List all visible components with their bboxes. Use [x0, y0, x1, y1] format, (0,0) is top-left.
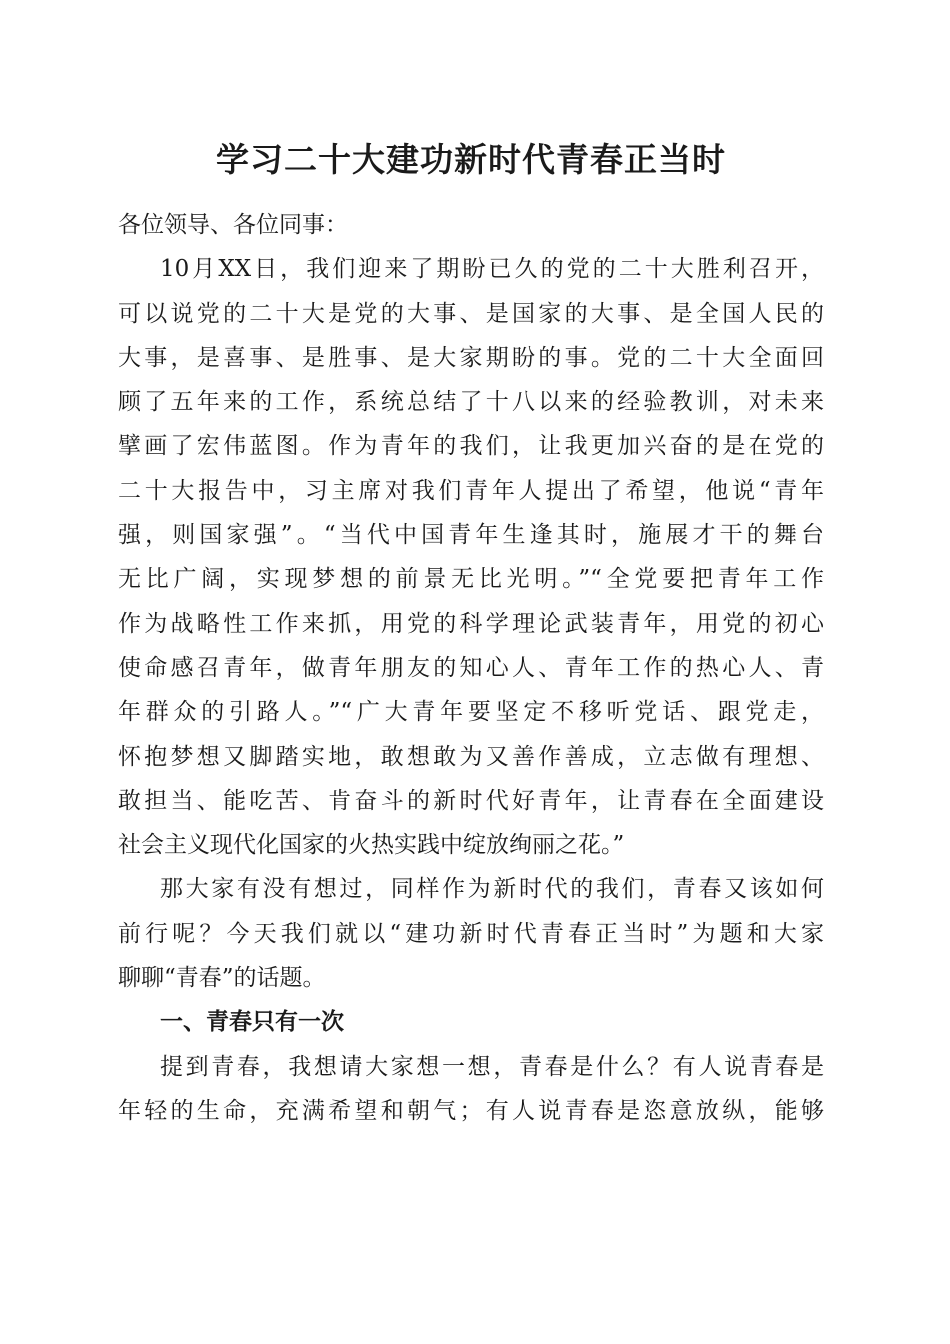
text-line: 顾了五年来的工作，系统总结了十八以来的经验教训，对未来 [118, 389, 824, 416]
section-heading: 一、青春只有一次 [160, 1009, 344, 1036]
text-line: 二十大报告中，习主席对我们青年人提出了希望，他说“青年 [118, 477, 824, 504]
document-body [118, 203, 824, 1133]
text-line: 聊聊“青春”的话题。 [118, 965, 326, 992]
text-line: 各位领导、各位同事： [118, 212, 348, 238]
document-title: 学习二十大建功新时代青春正当时 [216, 140, 726, 179]
text-line: 那大家有没有想过，同样作为新时代的我们，青春又该如何 [160, 876, 824, 903]
text-line: 怀抱梦想又脚踏实地，敢想敢为又善作善成，立志做有理想、 [118, 743, 824, 770]
text-line: 强，则国家强”。“当代中国青年生逢其时，施展才干的舞台 [118, 522, 824, 549]
text-line: 使命感召青年，做青年朋友的知心人、青年工作的热心人、青 [118, 654, 824, 681]
text-line: 年轻的生命，充满希望和朝气；有人说青春是恣意放纵，能够 [118, 1097, 824, 1124]
text-line: 擘画了宏伟蓝图。作为青年的我们，让我更加兴奋的是在党的 [118, 433, 824, 460]
text-line: 社会主义现代化国家的火热实践中绽放绚丽之花。” [118, 832, 625, 859]
text-line: 可以说党的二十大是党的大事、是国家的大事、是全国人民的 [118, 300, 824, 327]
text-line: 年群众的引路人。”“广大青年要坚定不移听党话、跟党走， [118, 699, 824, 726]
text-line: 作为战略性工作来抓，用党的科学理论武装青年，用党的初心 [118, 610, 824, 637]
text-line: 大事，是喜事、是胜事、是大家期盼的事。党的二十大全面回 [118, 344, 824, 371]
text-line: 提到青春，我想请大家想一想，青春是什么？有人说青春是 [160, 1053, 824, 1080]
text-line: 敢担当、能吃苦、肯奋斗的新时代好青年，让青春在全面建设 [118, 787, 824, 814]
text-line: 10月XX日，我们迎来了期盼已久的党的二十大胜利召开， [160, 256, 824, 283]
text-line: 前行呢？今天我们就以“建功新时代青春正当时”为题和大家 [118, 920, 824, 947]
text-line: 无比广阔，实现梦想的前景无比光明。”“全党要把青年工作 [118, 566, 824, 593]
